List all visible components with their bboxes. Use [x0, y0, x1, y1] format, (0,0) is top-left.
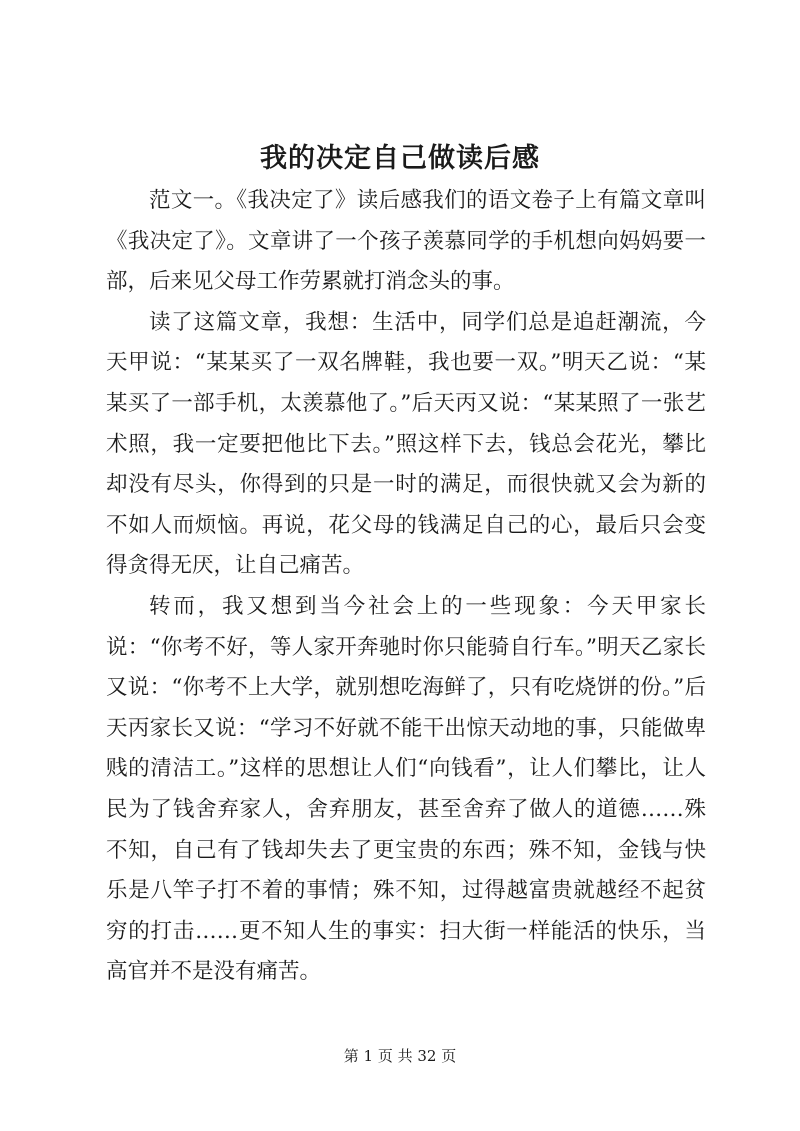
paragraph-2: 读了这篇文章，我想：生活中，同学们总是追赶潮流，今天甲说：“某某买了一双名牌鞋，我也要一双。”明天乙说：“某某买了一部手机，太羡慕他了。”后天丙又说：“某某照了一张艺术照，我一定要把他比下去。”照这样下去，钱总会花光，攀比却没有尽头，你得到的只是一时的满足，而很快就又会为新的不如人而烦恼。再说，花父母的钱满足自己的心，最后只会变得贪得无厌，让自己痛苦。	[106, 309, 706, 579]
page-number-footer: 第 1 页 共 32 页	[343, 1047, 457, 1065]
paragraph-3: 转而，我又想到当今社会上的一些现象：今天甲家长说：“你考不好，等人家开奔驰时你只能骑自行车。”明天乙家长又说：“你考不上大学，就别想吃海鲜了，只有吃烧饼的份。”后天丙家长又说：“学习不好就不能干出惊天动地的事，只能做卑贱的清洁工。”这样的思想让人们“向钱看”，让人们攀比，让人民为了钱舍弃家人，舍弃朋友，甚至舍弃了做人的道德……殊不知，自己有了钱却失去了更宝贵的东西；殊不知，金钱与快乐是八竿子打不着的事情；殊不知，过得越富贵就越经不起贫穷的打击……更不知人生的事实：扫大街一样能活的快乐，当高官并不是没有痛苦。	[106, 593, 706, 985]
document-title: 我的决定自己做读后感	[260, 143, 540, 174]
document-body	[106, 181, 706, 993]
paragraph-1: 范文一。《我决定了》读后感我们的语文卷子上有篇文章叫《我决定了》。文章讲了一个孩子羡慕同学的手机想向妈妈要一部，后来见父母工作劳累就打消念头的事。	[106, 188, 706, 295]
